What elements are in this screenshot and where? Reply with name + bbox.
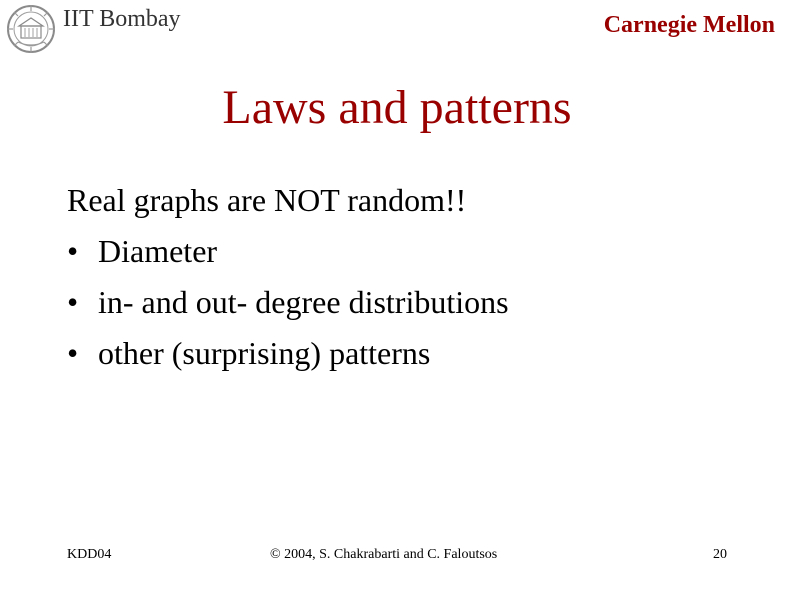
institute-seal-icon — [6, 4, 56, 54]
bullet-list — [67, 226, 509, 379]
slide-body — [67, 175, 509, 379]
bullet-item-diameter — [67, 226, 509, 277]
page-number: 20 — [713, 547, 727, 562]
bullet-item-patterns — [67, 328, 509, 379]
bullet-text: Diameter — [98, 233, 218, 269]
bullet-icon: • — [67, 233, 79, 269]
bullet-text: in- and out- degree distributions — [98, 284, 509, 320]
footer-conference: KDD04 — [67, 547, 112, 562]
footer-copyright: © 2004, S. Chakrabarti and C. Faloutsos — [270, 547, 498, 562]
bullet-item-degree — [67, 277, 509, 328]
bullet-icon: • — [67, 335, 79, 371]
slide-title: Laws and patterns — [222, 81, 572, 134]
university-brand: Carnegie Mellon — [603, 12, 775, 38]
bullet-icon: • — [67, 284, 79, 320]
intro-line: Real graphs are NOT random!! — [67, 182, 467, 218]
bullet-text: other (surprising) patterns — [98, 335, 431, 371]
institution-name: IIT Bombay — [63, 6, 181, 32]
